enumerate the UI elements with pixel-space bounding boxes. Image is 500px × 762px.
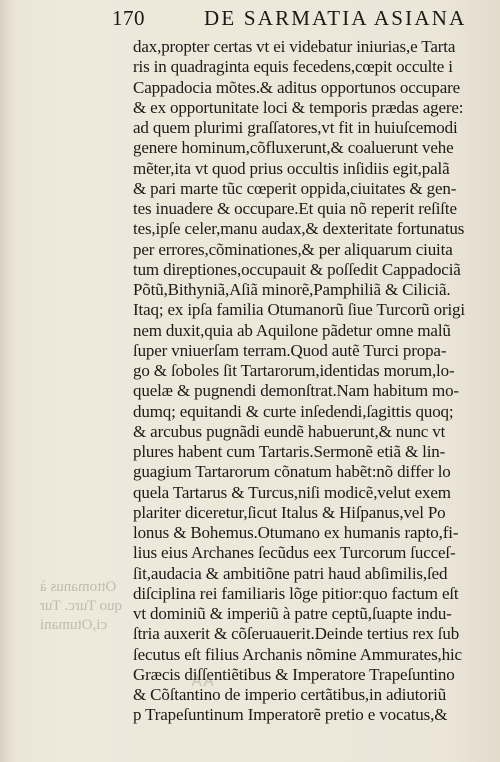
- text-line: Põtũ,Bithyniã,Aſiã minorẽ,Pamphiliã & Ciliciã.: [133, 280, 451, 299]
- text-line: go & ſoboles ſit Tartarorum,identidas morum,lo-: [133, 361, 455, 380]
- text-line: ſit,audacia & ambitiõne patri haud abſimilis,ſed: [133, 563, 448, 583]
- text-line: nem duxit,quia ab Aquilone pãdetur omne malũ: [133, 320, 451, 340]
- text-line: ſecutus eſt filius Archanis nõmine Ammurates,hic: [133, 644, 462, 664]
- text-line: plariter diceretur,ſicut Italus & Hiſpanus,vel Po: [133, 502, 446, 522]
- text-line: dumq; equitandi & curte inſedendi,ſagittis quoq;: [133, 401, 454, 421]
- text-line: & arcubus pugnãdi eundẽ habuerunt,& nunc vt: [133, 421, 446, 441]
- text-line: mẽter,ita vt quod prius occultis inſidiis egit,palã: [133, 158, 450, 178]
- text-line: genere hominum,cõfluxerunt,& coaluerunt vehe: [133, 138, 454, 158]
- show-through-marginalia: [40, 578, 122, 635]
- text-line: plures habent cum Tartaris.Sermonẽ etiã & lin-: [133, 442, 446, 461]
- text-line: ad quem plurimi graſſatores,vt fit in huiuſcemodi: [133, 118, 458, 137]
- text-line: dax,propter certas vt ei videbatur iniurias,e Tarta: [133, 37, 456, 56]
- show-through-line: quo Turc. Tur: [40, 598, 122, 614]
- text-line: & ex opportunitate loci & temporis prædas agere:: [133, 97, 464, 117]
- text-line: guagium Tartarorum cõnatum habẽt:nõ differ lo: [133, 462, 451, 482]
- text-line: tes,ipſe celer,manu audax,& dexteritate fortunatus: [133, 219, 465, 239]
- text-line: ris in quadraginta equis fecedens,cœpit occulte i: [133, 57, 453, 77]
- text-line: quelæ & pugnendi demonſtrat.Nam habitum mo-: [133, 381, 459, 401]
- text-line: tum direptiones,occupauit & poſſedit Cappadociã: [133, 259, 461, 279]
- text-line: Cappadocia mõtes.& aditus opportunos occupare: [133, 77, 461, 97]
- show-through-line: Ottomanus à: [40, 579, 117, 595]
- page-number: 170: [112, 6, 145, 30]
- text-line: tes inuadere & occupare.Et quia nõ reperit reſiſte: [133, 199, 457, 218]
- text-line: quela Tartarus & Turcus,niſi modicẽ,velut exem: [133, 482, 451, 502]
- text-line: lius eius Archanes ſecũdus eex Turcorum ſucceſ-: [133, 543, 456, 563]
- text-line: & pari marte tũc cœperit oppida,ciuitates & gen-: [133, 178, 457, 198]
- text-line: diſciplina rei familiaris lõge pitior:quo factum eſt: [133, 583, 459, 603]
- text-line: ſuper vniuerſam terram.Quod autẽ Turci propa-: [133, 340, 447, 360]
- text-line: p Trapeſuntinum Imperatorẽ pretio e vocatus,&: [133, 705, 448, 725]
- show-through-line: ci,Otumani: [40, 617, 108, 633]
- text-line: ſtria auxerit & cõſeruauerit.Deinde tertius rex ſub: [133, 624, 460, 644]
- ink-smudge: [190, 672, 216, 692]
- text-line: lonus & Bohemus.Otumano ex humanis rapto,fi-: [133, 523, 459, 542]
- text-line: Itaq; ex ipſa familia Otumanorũ ſiue Turcorũ origi: [133, 300, 465, 320]
- text-line: Græcis diſſentiẽtibus & Imperatore Trapeſuntino: [133, 664, 455, 684]
- text-line: vt dominiũ & imperiũ à patre ceptũ,ſuapte indu-: [133, 604, 452, 623]
- page-header: [112, 6, 492, 36]
- body-text: [133, 37, 493, 726]
- text-line: & Cõſtantino de imperio certãtibus,in adiutoriũ: [133, 685, 447, 704]
- running-title: DE SARMATIA ASIANA: [204, 6, 467, 30]
- text-line: per errores,cõminationes,& per aliquarum ciuita: [133, 239, 453, 259]
